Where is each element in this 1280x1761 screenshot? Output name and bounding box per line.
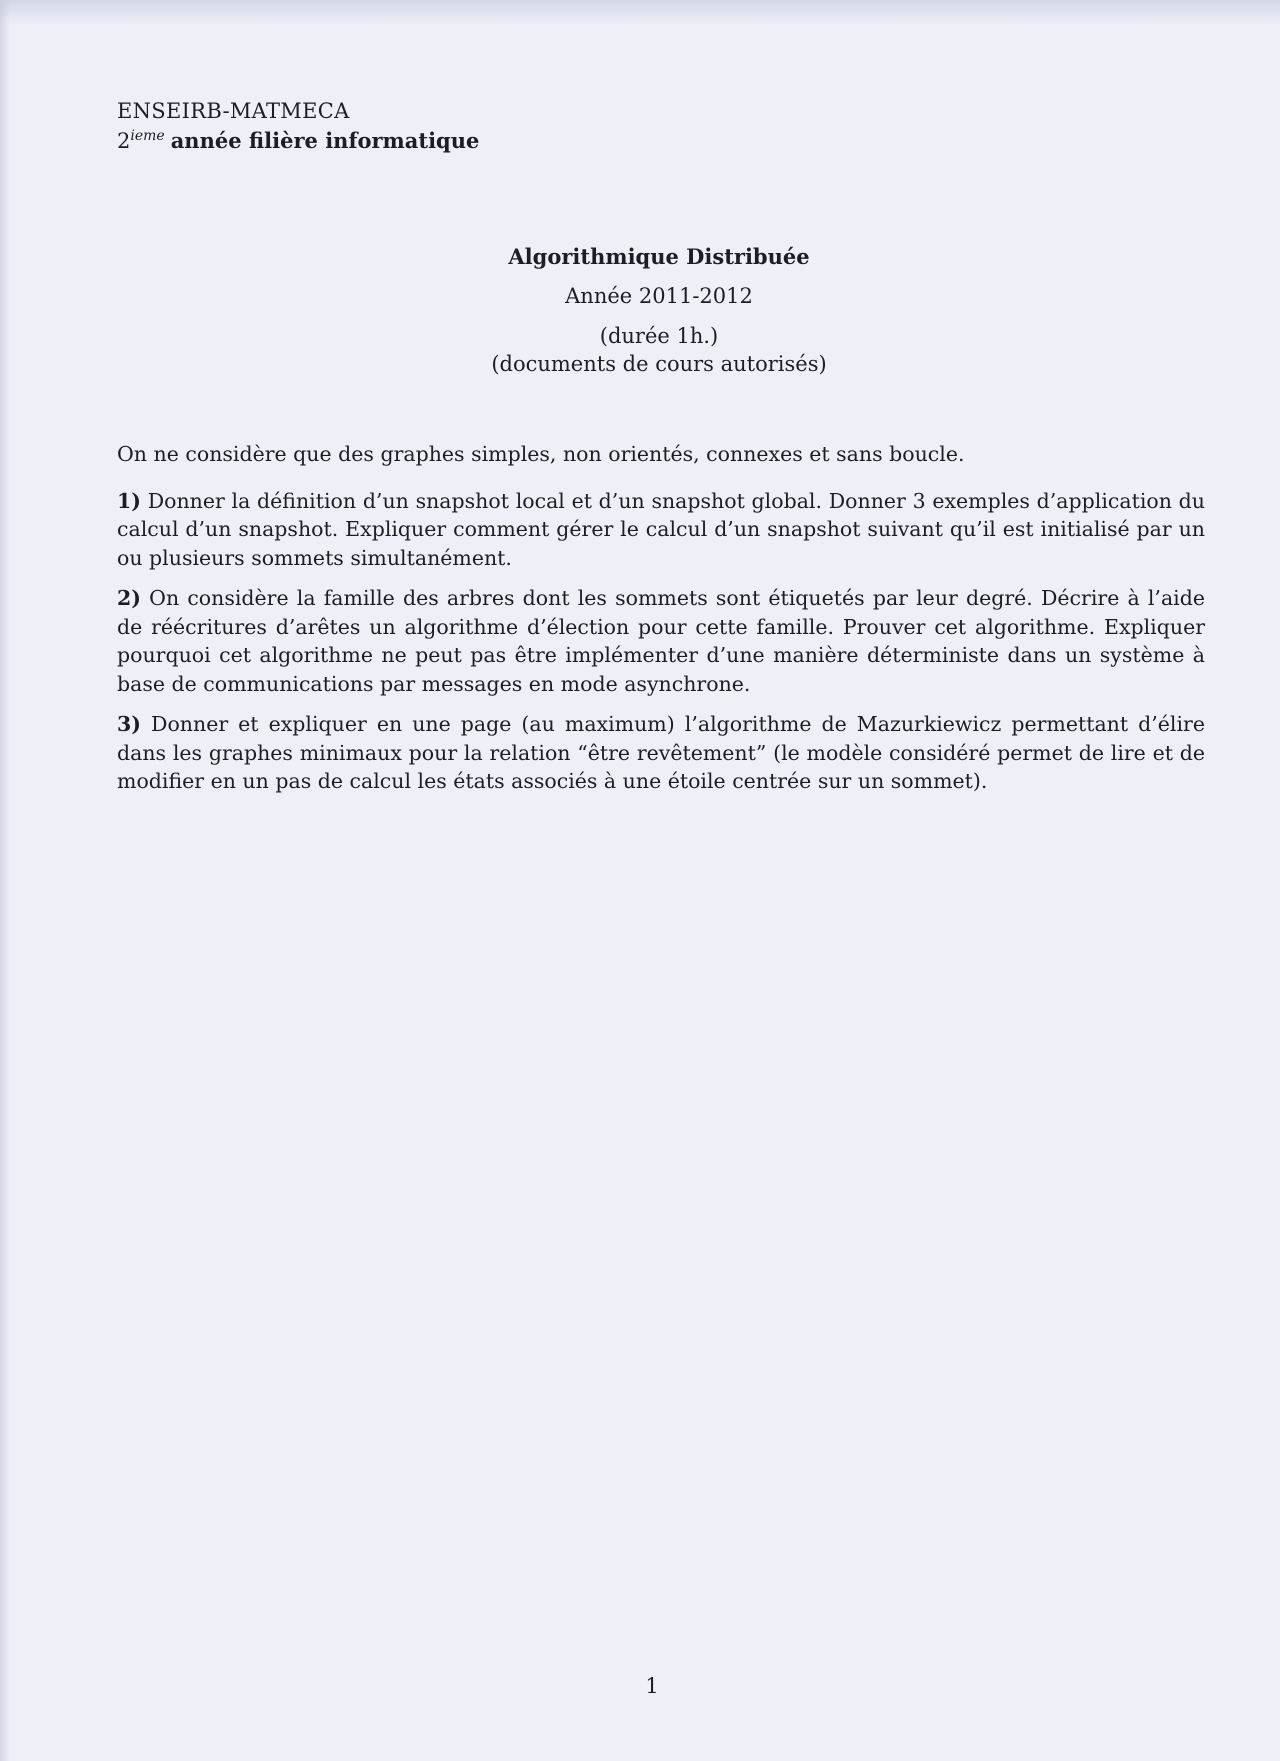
title-block bbox=[0, 242, 1280, 378]
question-text: Donner la définition d’un snapshot local et d’un snapshot global. Donner 3 exemples d’application du calcul d’un snapshot. Expliquer comment gérer le calcul d’un snapshot suivant qu’il est initialisé par un ou plusieurs sommets simultanément. bbox=[117, 488, 1205, 570]
question-text: Donner et expliquer en une page (au maximum) l’algorithme de Mazurkiewicz permettant d’élire dans les graphes minimaux pour la relation “être revêtement” (le modèle considéré permet de lire et de modifier en un pas de calcul les états associés à une étoile centrée sur un sommet). bbox=[117, 712, 1205, 793]
exam-duration: (durée 1h.) bbox=[599, 324, 719, 348]
question-3 bbox=[117, 710, 1205, 796]
program-name: année filière informatique bbox=[170, 128, 480, 153]
academic-year: Année 2011-2012 bbox=[565, 284, 753, 308]
intro-paragraph: On ne considère que des graphes simples, non orientés, connexes et sans boucle. bbox=[117, 442, 965, 466]
year-number: 2 bbox=[117, 129, 131, 153]
year-superscript: ieme bbox=[130, 128, 165, 144]
question-number: 1) bbox=[117, 488, 141, 513]
exam-body bbox=[117, 440, 1205, 808]
scan-shadow-top bbox=[0, 0, 1280, 26]
question-2 bbox=[117, 584, 1205, 698]
exam-header bbox=[117, 97, 479, 156]
course-title: Algorithmique Distribuée bbox=[508, 244, 810, 269]
page-number: 1 bbox=[645, 1674, 659, 1698]
program-line bbox=[117, 126, 479, 156]
question-text: On considère la famille des arbres dont les sommets sont étiquetés par leur degré. Décrire à l’aide de réécritures d’arêtes un algorithme d’élection pour cette famille. Prouver cet algorithme. Expliquer pourquoi cet algorithme ne peut pas être implémenter d’une manière déterministe dans un système à base de communications par messages en mode asynchrone. bbox=[117, 586, 1205, 696]
documents-allowed: (documents de cours autorisés) bbox=[491, 352, 827, 376]
question-number: 2) bbox=[117, 586, 141, 610]
question-1 bbox=[117, 487, 1205, 573]
institution-name: ENSEIRB-MATMECA bbox=[117, 99, 350, 123]
question-number: 3) bbox=[117, 712, 141, 736]
